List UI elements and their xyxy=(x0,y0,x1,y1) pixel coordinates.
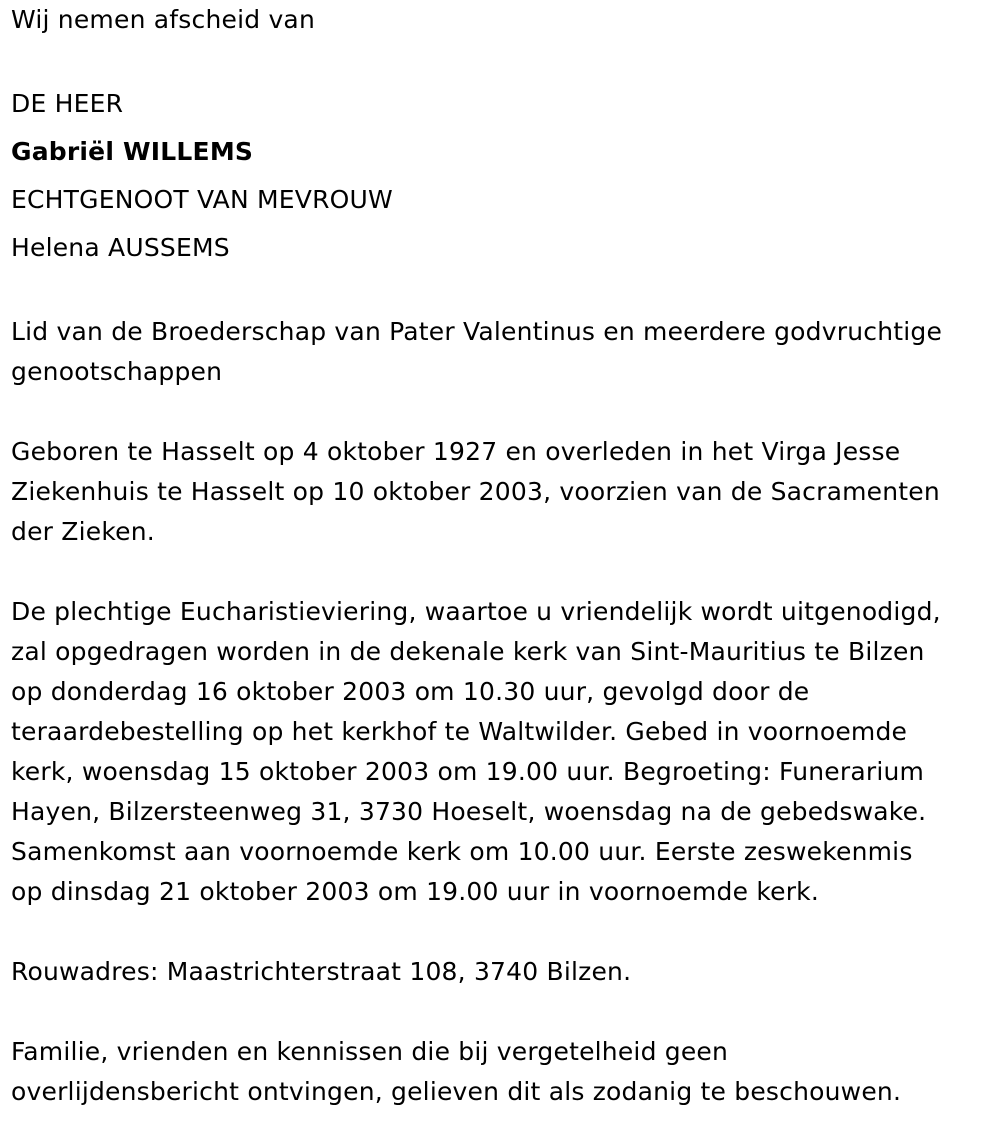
ceremony-line: Samenkomst aan voornoemde kerk om 10.00 uur. Eerste zeswekenmis xyxy=(11,837,913,866)
spacer xyxy=(11,392,1000,432)
spacer xyxy=(11,912,1000,952)
closing-line: Familie, vrienden en kennissen die bij vergetelheid geen xyxy=(11,1037,729,1066)
spouse-label: ECHTGENOOT VAN MEVROUW xyxy=(11,185,393,214)
spacer xyxy=(11,40,1000,80)
birth-death-line: Geboren te Hasselt op 4 oktober 1927 en overleden in het Virga Jesse xyxy=(11,437,901,466)
membership-line: Lid van de Broederschap van Pater Valentinus en meerdere godvruchtige xyxy=(11,317,943,346)
spacer xyxy=(11,992,1000,1032)
ceremony-line: De plechtige Eucharistieviering, waartoe u vriendelijk wordt uitgenodigd, xyxy=(11,597,941,626)
spacer xyxy=(11,552,1000,592)
ceremony-line: Hayen, Bilzersteenweg 31, 3730 Hoeselt, woensdag na de gebedswake. xyxy=(11,797,927,826)
spouse-name: Helena AUSSEMS xyxy=(11,233,230,262)
membership-line: genootschappen xyxy=(11,357,223,386)
ceremony-line: op dinsdag 21 oktober 2003 om 19.00 uur in voornoemde kerk. xyxy=(11,877,820,906)
birth-death-line: der Zieken. xyxy=(11,517,155,546)
obituary-notice xyxy=(11,0,1000,1112)
mourning-address: Rouwadres: Maastrichterstraat 108, 3740 Bilzen. xyxy=(11,957,632,986)
ceremony-line: op donderdag 16 oktober 2003 om 10.30 uur, gevolgd door de xyxy=(11,677,810,706)
intro-line: Wij nemen afscheid van xyxy=(11,5,315,34)
spacer xyxy=(11,272,1000,312)
title-line: DE HEER xyxy=(11,89,124,118)
birth-death-line: Ziekenhuis te Hasselt op 10 oktober 2003, voorzien van de Sacramenten xyxy=(11,477,940,506)
ceremony-line: kerk, woensdag 15 oktober 2003 om 19.00 uur. Begroeting: Funerarium xyxy=(11,757,925,786)
closing-line: overlijdensbericht ontvingen, gelieven dit als zodanig te beschouwen. xyxy=(11,1077,902,1106)
ceremony-line: zal opgedragen worden in de dekenale kerk van Sint-Mauritius te Bilzen xyxy=(11,637,925,666)
deceased-name: Gabriël WILLEMS xyxy=(11,137,254,166)
ceremony-line: teraardebestelling op het kerkhof te Waltwilder. Gebed in voornoemde xyxy=(11,717,908,746)
